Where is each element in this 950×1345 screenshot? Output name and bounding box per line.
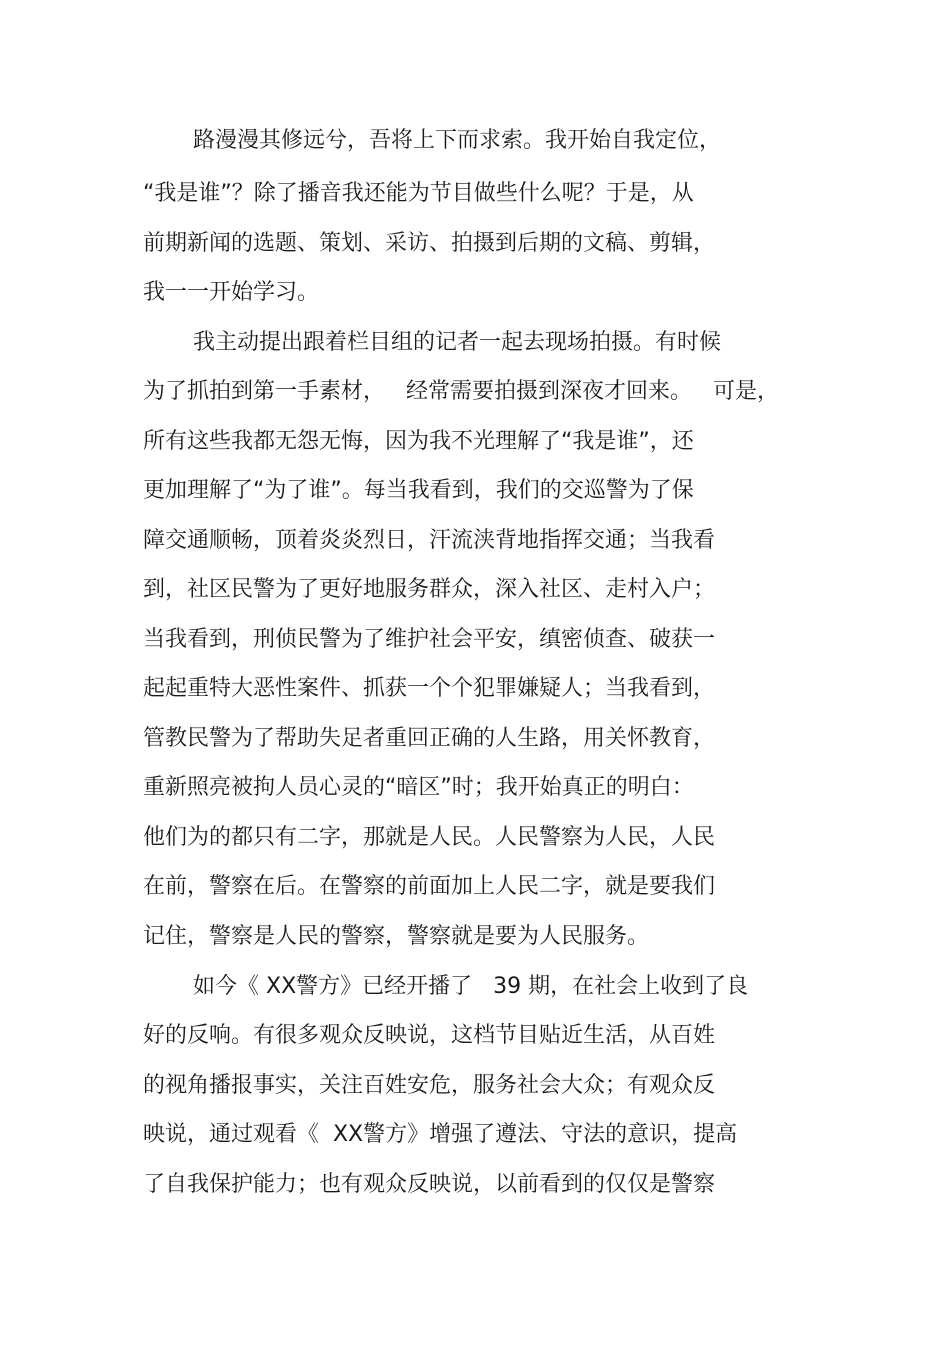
paragraph-2-line-4: 更加理解了“为了谁”。每当我看到，我们的交巡警为了保	[143, 478, 694, 503]
paragraph-3-line-1: 如今《 XX警方》已经开播了 39 期，在社会上收到了良	[193, 974, 749, 999]
paragraph-1-line-1: 路漫漫其修远兮，吾将上下而求索。我开始自我定位，	[193, 128, 722, 153]
paragraph-1-line-2: “我是谁”？除了播音我还能为节目做些什么呢？于是，从	[143, 181, 694, 206]
paragraph-2-line-7: 当我看到，刑侦民警为了维护社会平安，缜密侦查、破获一	[143, 627, 716, 652]
paragraph-3-line-3: 的视角播报事实，关注百姓安危，服务社会大众；有观众反	[143, 1073, 716, 1098]
paragraph-1-line-3: 前期新闻的选题、策划、采访、拍摄到后期的文稿、剪辑，	[143, 231, 716, 256]
paragraph-2-line-5: 障交通顺畅，顶着炎炎烈日，汗流浃背地指挥交通；当我看	[143, 528, 716, 553]
paragraph-2-line-3: 所有这些我都无怨无悔，因为我不光理解了“我是谁”，还	[143, 429, 694, 454]
paragraph-2-line-1: 我主动提出跟着栏目组的记者一起去现场拍摄。有时候	[193, 330, 722, 355]
paragraph-2-line-12: 在前，警察在后。在警察的前面加上人民二字，就是要我们	[143, 874, 716, 899]
paragraph-3-line-4: 映说，通过观看《 XX警方》增强了遵法、守法的意识，提高	[143, 1122, 738, 1147]
paragraph-2-line-13: 记住，警察是人民的警察，警察就是要为人民服务。	[143, 924, 650, 949]
paragraph-2-line-11: 他们为的都只有二字，那就是人民。人民警察为人民，人民	[143, 825, 716, 850]
paragraph-2-line-6: 到，社区民警为了更好地服务群众，深入社区、走村入户；	[143, 577, 716, 602]
paragraph-1-line-4: 我一一开始学习。	[143, 280, 320, 305]
paragraph-3-line-2: 好的反响。有很多观众反映说，这档节目贴近生活，从百姓	[143, 1023, 716, 1048]
paragraph-2-line-2: 为了抓拍到第一手素材， 经常需要拍摄到深夜才回来。 可是，	[143, 379, 779, 404]
paragraph-2-line-10: 重新照亮被拘人员心灵的“暗区”时；我开始真正的明白：	[143, 775, 694, 800]
paragraph-2-line-9: 管教民警为了帮助失足者重回正确的人生路，用关怀教育，	[143, 726, 716, 751]
paragraph-3-line-5: 了自我保护能力；也有观众反映说，以前看到的仅仅是警察	[143, 1172, 716, 1197]
paragraph-2-line-8: 起起重特大恶性案件、抓获一个个犯罪嫌疑人；当我看到，	[143, 676, 716, 701]
